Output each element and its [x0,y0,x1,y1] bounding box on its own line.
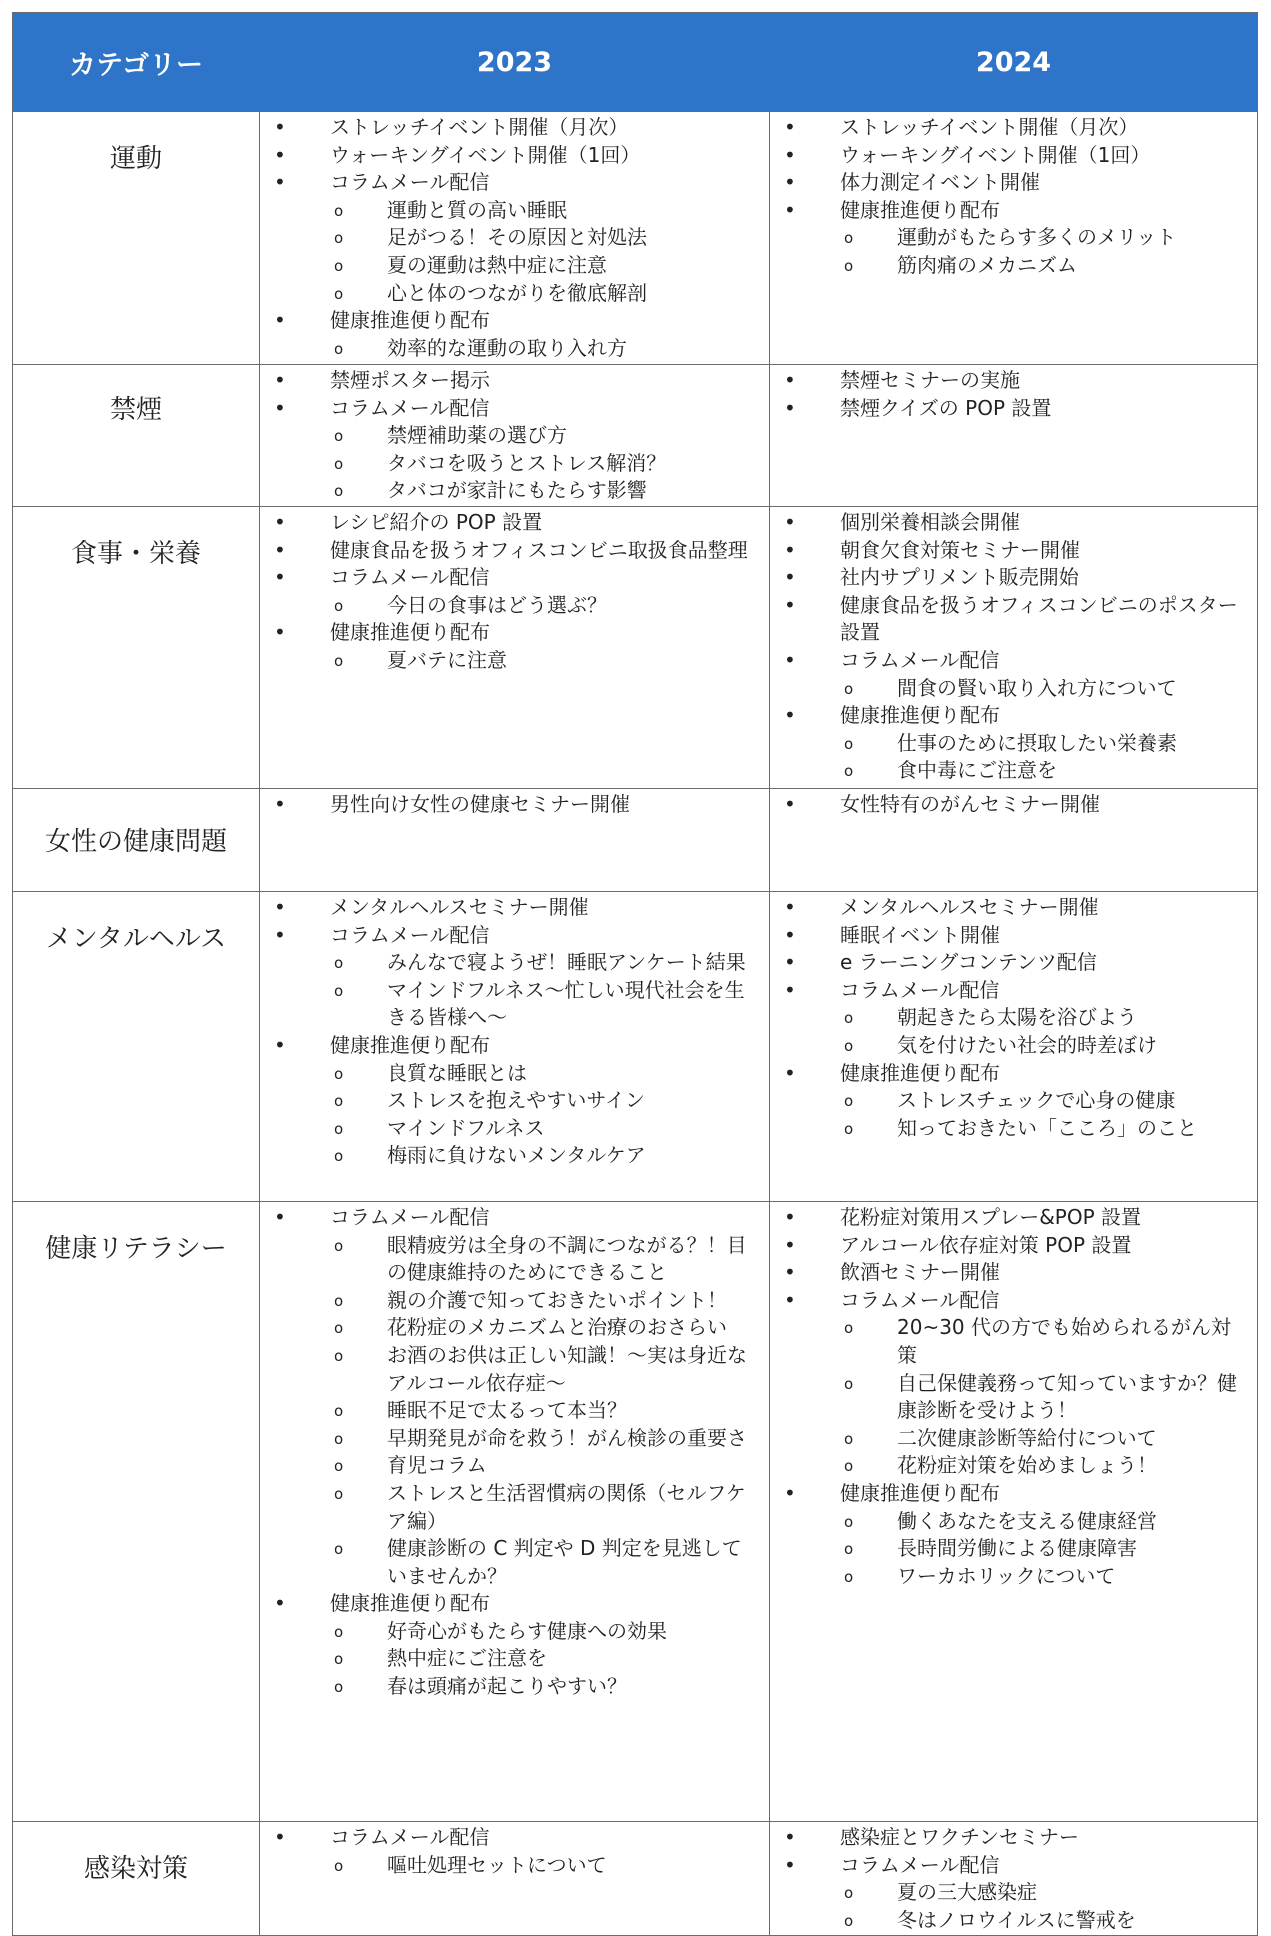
list-item-text: • コラムメール配信 [330,170,490,195]
category-label: 健康リテラシー [45,1233,227,1264]
sub-list-item: o ストレスを抱えやすいサイン [330,1087,757,1115]
sub-list-item: o 禁煙補助薬の選び方 [330,422,757,450]
list-item-text: • コラムメール配信 [840,1287,1000,1312]
list-item [260,169,769,307]
list-item [770,367,1257,395]
category-cell [13,1201,260,1821]
list-item-text: • 禁煙ポスター掲示 [330,368,490,392]
category-label: 禁煙 [109,395,162,425]
table-row [13,891,1258,1201]
list-item [770,1287,1257,1480]
list-item-text: • ウォーキングイベント開催（1回） [330,142,641,167]
sub-list-item: o 好奇心がもたらす健康への効果 [330,1618,757,1646]
sub-list-item: o 夏バテに注意 [330,647,757,675]
list-item [260,1204,769,1590]
list-item [770,1259,1257,1287]
sub-list [840,730,1245,785]
bullet-list [260,509,769,675]
list-item-text: • ストレッチイベント開催（月次） [840,115,1139,139]
list-item [770,922,1257,950]
bullet-list [770,114,1257,280]
sub-list-item: o 良質な睡眠とは [330,1060,757,1088]
sub-list-item: o ストレスと生活習慣病の関係（セルフケア編） [330,1480,757,1535]
sub-list-item: o 20~30 代の方でも始められるがん対策 [840,1314,1245,1369]
sub-list [840,1879,1245,1934]
list-item [770,1824,1257,1852]
list-item-text: • 健康推進便り配布 [330,1591,490,1616]
bullet-list [260,367,769,505]
bullet-list [260,1824,769,1879]
sub-list-item: o 夏の三大感染症 [840,1879,1245,1907]
list-item-text: • 朝食欠食対策セミナー開催 [840,537,1080,562]
sub-list-item: o 嘔吐処理セットについて [330,1852,757,1880]
sub-list-item: o 今日の食事はどう選ぶ？ [330,592,757,620]
sub-list-item: o マインドフルネス [330,1115,757,1143]
bullet-list [260,1204,769,1701]
cell-2024 [770,506,1258,788]
sub-list-item: o タバコが家計にもたらす影響 [330,477,757,505]
list-item-text: • 健康推進便り配布 [840,197,1000,222]
category-label: メンタルヘルス [45,923,227,954]
sub-list [840,1087,1245,1142]
list-item [770,949,1257,977]
list-item [770,1232,1257,1260]
cell-2023 [260,788,770,891]
sub-list-item: o 運動がもたらす多くのメリット [840,224,1245,252]
list-item [770,142,1257,170]
list-item [260,894,769,922]
list-item-text: • 健康推進便り配布 [330,620,490,645]
sub-list-item: o 気を付けたい社会的時差ぼけ [840,1032,1245,1060]
cell-2023 [260,112,770,365]
sub-list-item: o 自己保健義務って知っていますか？健康診断を受けよう！ [840,1370,1245,1425]
bullet-list [770,791,1257,819]
table-row [13,1821,1258,1935]
category-cell [13,891,260,1201]
sub-list-item: o 二次健康診断等給付について [840,1425,1245,1453]
sub-list [840,675,1245,703]
sub-list-item: o 効率的な運動の取り入れ方 [330,335,757,363]
sub-list-item: o 夏の運動は熱中症に注意 [330,252,757,280]
list-item-text: • 女性特有のがんセミナー開催 [840,791,1100,816]
list-item [260,619,769,674]
sub-list-item: o 筋肉痛のメカニズム [840,252,1245,280]
sub-list [840,1508,1245,1591]
sub-list-item: o 朝起きたら太陽を浴びよう [840,1004,1245,1032]
sub-list [330,592,757,620]
list-item [260,142,769,170]
header-2023: 2023 [260,13,770,112]
list-item-text: • e ラーニングコンテンツ配信 [840,950,1097,975]
bullet-list [260,894,769,1170]
list-item [260,114,769,142]
sub-list [330,647,757,675]
header-2024: 2024 [770,13,1258,112]
bullet-list [260,791,769,819]
cell-2024 [770,365,1258,507]
sub-list-item: o 花粉症対策を始めましょう！ [840,1452,1245,1480]
cell-2024 [770,1821,1258,1935]
bullet-list [770,1824,1257,1934]
cell-2023 [260,506,770,788]
list-item [260,509,769,537]
sub-list-item: o 長時間労働による健康障害 [840,1535,1245,1563]
list-item [770,977,1257,1060]
list-item [770,395,1257,423]
header-category: カテゴリー [13,13,260,112]
list-item-text: • アルコール依存症対策 POP 設置 [840,1232,1132,1257]
cell-2024 [770,1201,1258,1821]
list-item-text: • コラムメール配信 [840,647,1000,672]
cell-2024 [770,788,1258,891]
bullet-list [770,509,1257,785]
list-item-text: • 感染症とワクチンセミナー [840,1824,1079,1849]
list-item-text: • コラムメール配信 [330,395,490,420]
list-item-text: • 社内サプリメント販売開始 [840,565,1079,590]
bullet-list [770,894,1257,1142]
list-item-text: • コラムメール配信 [840,977,1000,1002]
sub-list-item: o 睡眠不足で太るって本当？ [330,1397,757,1425]
list-item [770,1480,1257,1590]
sub-list-item: o 育児コラム [330,1452,757,1480]
list-item [770,647,1257,702]
sub-list-item: o 花粉症のメカニズムと治療のおさらい [330,1314,757,1342]
list-item [770,509,1257,537]
list-item [770,592,1257,647]
list-item [770,114,1257,142]
sub-list-item: o 知っておきたい「こころ」のこと [840,1115,1245,1143]
list-item [260,1824,769,1879]
sub-list-item: o お酒のお供は正しい知識！～実は身近なアルコール依存症～ [330,1342,757,1397]
list-item-text: • 健康推進便り配布 [330,308,490,333]
category-cell [13,365,260,507]
sub-list [840,1004,1245,1059]
list-item [260,791,769,819]
sub-list [330,949,757,1032]
table-row [13,112,1258,365]
list-item [770,1204,1257,1232]
sub-list-item: o 健康診断の C 判定や D 判定を見逃していませんか？ [330,1535,757,1590]
sub-list [330,335,757,363]
list-item-text: • メンタルヘルスセミナー開催 [330,894,589,919]
list-item [260,1032,769,1170]
category-cell [13,1821,260,1935]
sub-list [840,1314,1245,1480]
category-label: 感染対策 [83,1853,188,1884]
list-item [260,564,769,619]
table-row [13,1201,1258,1821]
list-item [770,537,1257,565]
category-label: 運動 [109,144,162,174]
bullet-list [770,1204,1257,1590]
list-item-text: • メンタルヘルスセミナー開催 [840,894,1099,919]
category-cell [13,788,260,891]
list-item-text: • 飲酒セミナー開催 [840,1260,1000,1285]
cell-2023 [260,1821,770,1935]
sub-list-item: o 間食の賢い取り入れ方について [840,675,1245,703]
sub-list-item: o 食中毒にご注意を [840,757,1245,785]
list-item [770,1852,1257,1935]
activity-table [12,12,1258,1936]
sub-list-item: o タバコを吸うとストレス解消？ [330,450,757,478]
list-item-text: • 睡眠イベント開催 [840,922,1000,947]
list-item-text: • 健康推進便り配布 [840,1480,1000,1505]
list-item-text: • 健康推進便り配布 [840,1060,1000,1085]
sub-list [330,1060,757,1170]
list-item-text: • 禁煙セミナーの実施 [840,368,1020,392]
list-item [770,1060,1257,1143]
list-item [260,307,769,362]
list-item [770,791,1257,819]
list-item [260,922,769,1032]
table-row [13,506,1258,788]
sub-list-item: o ワーカホリックについて [840,1563,1245,1591]
sub-list-item: o 春は頭痛が起こりやすい？ [330,1673,757,1701]
sub-list [330,1852,757,1880]
list-item [260,395,769,505]
list-item-text: • 個別栄養相談会開催 [840,509,1020,534]
sub-list-item: o 仕事のために摂取したい栄養素 [840,730,1245,758]
sub-list [840,224,1245,279]
sub-list [330,422,757,505]
sub-list-item: o マインドフルネス～忙しい現代社会を生きる皆様へ～ [330,977,757,1032]
list-item [260,367,769,395]
list-item-text: • レシピ紹介の POP 設置 [330,509,543,534]
bullet-list [770,367,1257,422]
sub-list [330,197,757,307]
list-item-text: • 健康食品を扱うオフィスコンビニのポスター設置 [840,592,1238,645]
list-item-text: • 健康推進便り配布 [330,1032,490,1057]
sub-list-item: o 眼精疲労は全身の不調につながる？！目の健康維持のためにできること [330,1232,757,1287]
list-item [260,1590,769,1700]
cell-2024 [770,891,1258,1201]
list-item-text: • 健康推進便り配布 [840,703,1000,728]
category-label: 食事・栄養 [70,538,201,569]
list-item-text: • ウォーキングイベント開催（1回） [840,142,1151,167]
list-item-text: • 健康食品を扱うオフィスコンビニ取扱食品整理 [330,537,748,562]
bullet-list [260,114,769,362]
sub-list-item: o 足がつる！その原因と対処法 [330,224,757,252]
list-item [770,564,1257,592]
list-item-text: • 禁煙クイズの POP 設置 [840,395,1052,420]
sub-list-item: o 親の介護で知っておきたいポイント！ [330,1287,757,1315]
table-row [13,788,1258,891]
sub-list [330,1618,757,1701]
list-item [260,537,769,565]
table-body [13,112,1258,1936]
cell-2023 [260,1201,770,1821]
category-label: 女性の健康問題 [44,826,227,857]
list-item-text: • コラムメール配信 [330,565,490,590]
list-item-text: • コラムメール配信 [330,1204,490,1229]
table-header-row [13,13,1258,112]
sub-list-item: o 冬はノロウイルスに警戒を [840,1907,1245,1935]
list-item-text: • コラムメール配信 [330,922,490,947]
list-item-text: • 体力測定イベント開催 [840,170,1040,195]
category-cell [13,506,260,788]
list-item-text: • 男性向け女性の健康セミナー開催 [330,791,630,816]
sub-list-item: o 働くあなたを支える健康経営 [840,1508,1245,1536]
list-item-text: • コラムメール配信 [840,1852,1000,1877]
list-item [770,702,1257,785]
sub-list [330,1232,757,1591]
activity-table-container [12,12,1257,1936]
sub-list-item: o 心と体のつながりを徹底解剖 [330,280,757,308]
sub-list-item: o 熱中症にご注意を [330,1645,757,1673]
list-item-text: • コラムメール配信 [330,1824,490,1849]
cell-2023 [260,365,770,507]
list-item [770,169,1257,197]
sub-list-item: o ストレスチェックで心身の健康 [840,1087,1245,1115]
sub-list-item: o 梅雨に負けないメンタルケア [330,1142,757,1170]
list-item [770,197,1257,280]
sub-list-item: o 早期発見が命を救う！がん検診の重要さ [330,1425,757,1453]
category-cell [13,112,260,365]
cell-2024 [770,112,1258,365]
list-item-text: • 花粉症対策用スプレー&POP 設置 [840,1204,1142,1229]
sub-list-item: o 運動と質の高い睡眠 [330,197,757,225]
list-item [770,894,1257,922]
cell-2023 [260,891,770,1201]
list-item-text: • ストレッチイベント開催（月次） [330,115,629,139]
sub-list-item: o みんなで寝ようぜ！睡眠アンケート結果 [330,949,757,977]
table-row [13,365,1258,507]
